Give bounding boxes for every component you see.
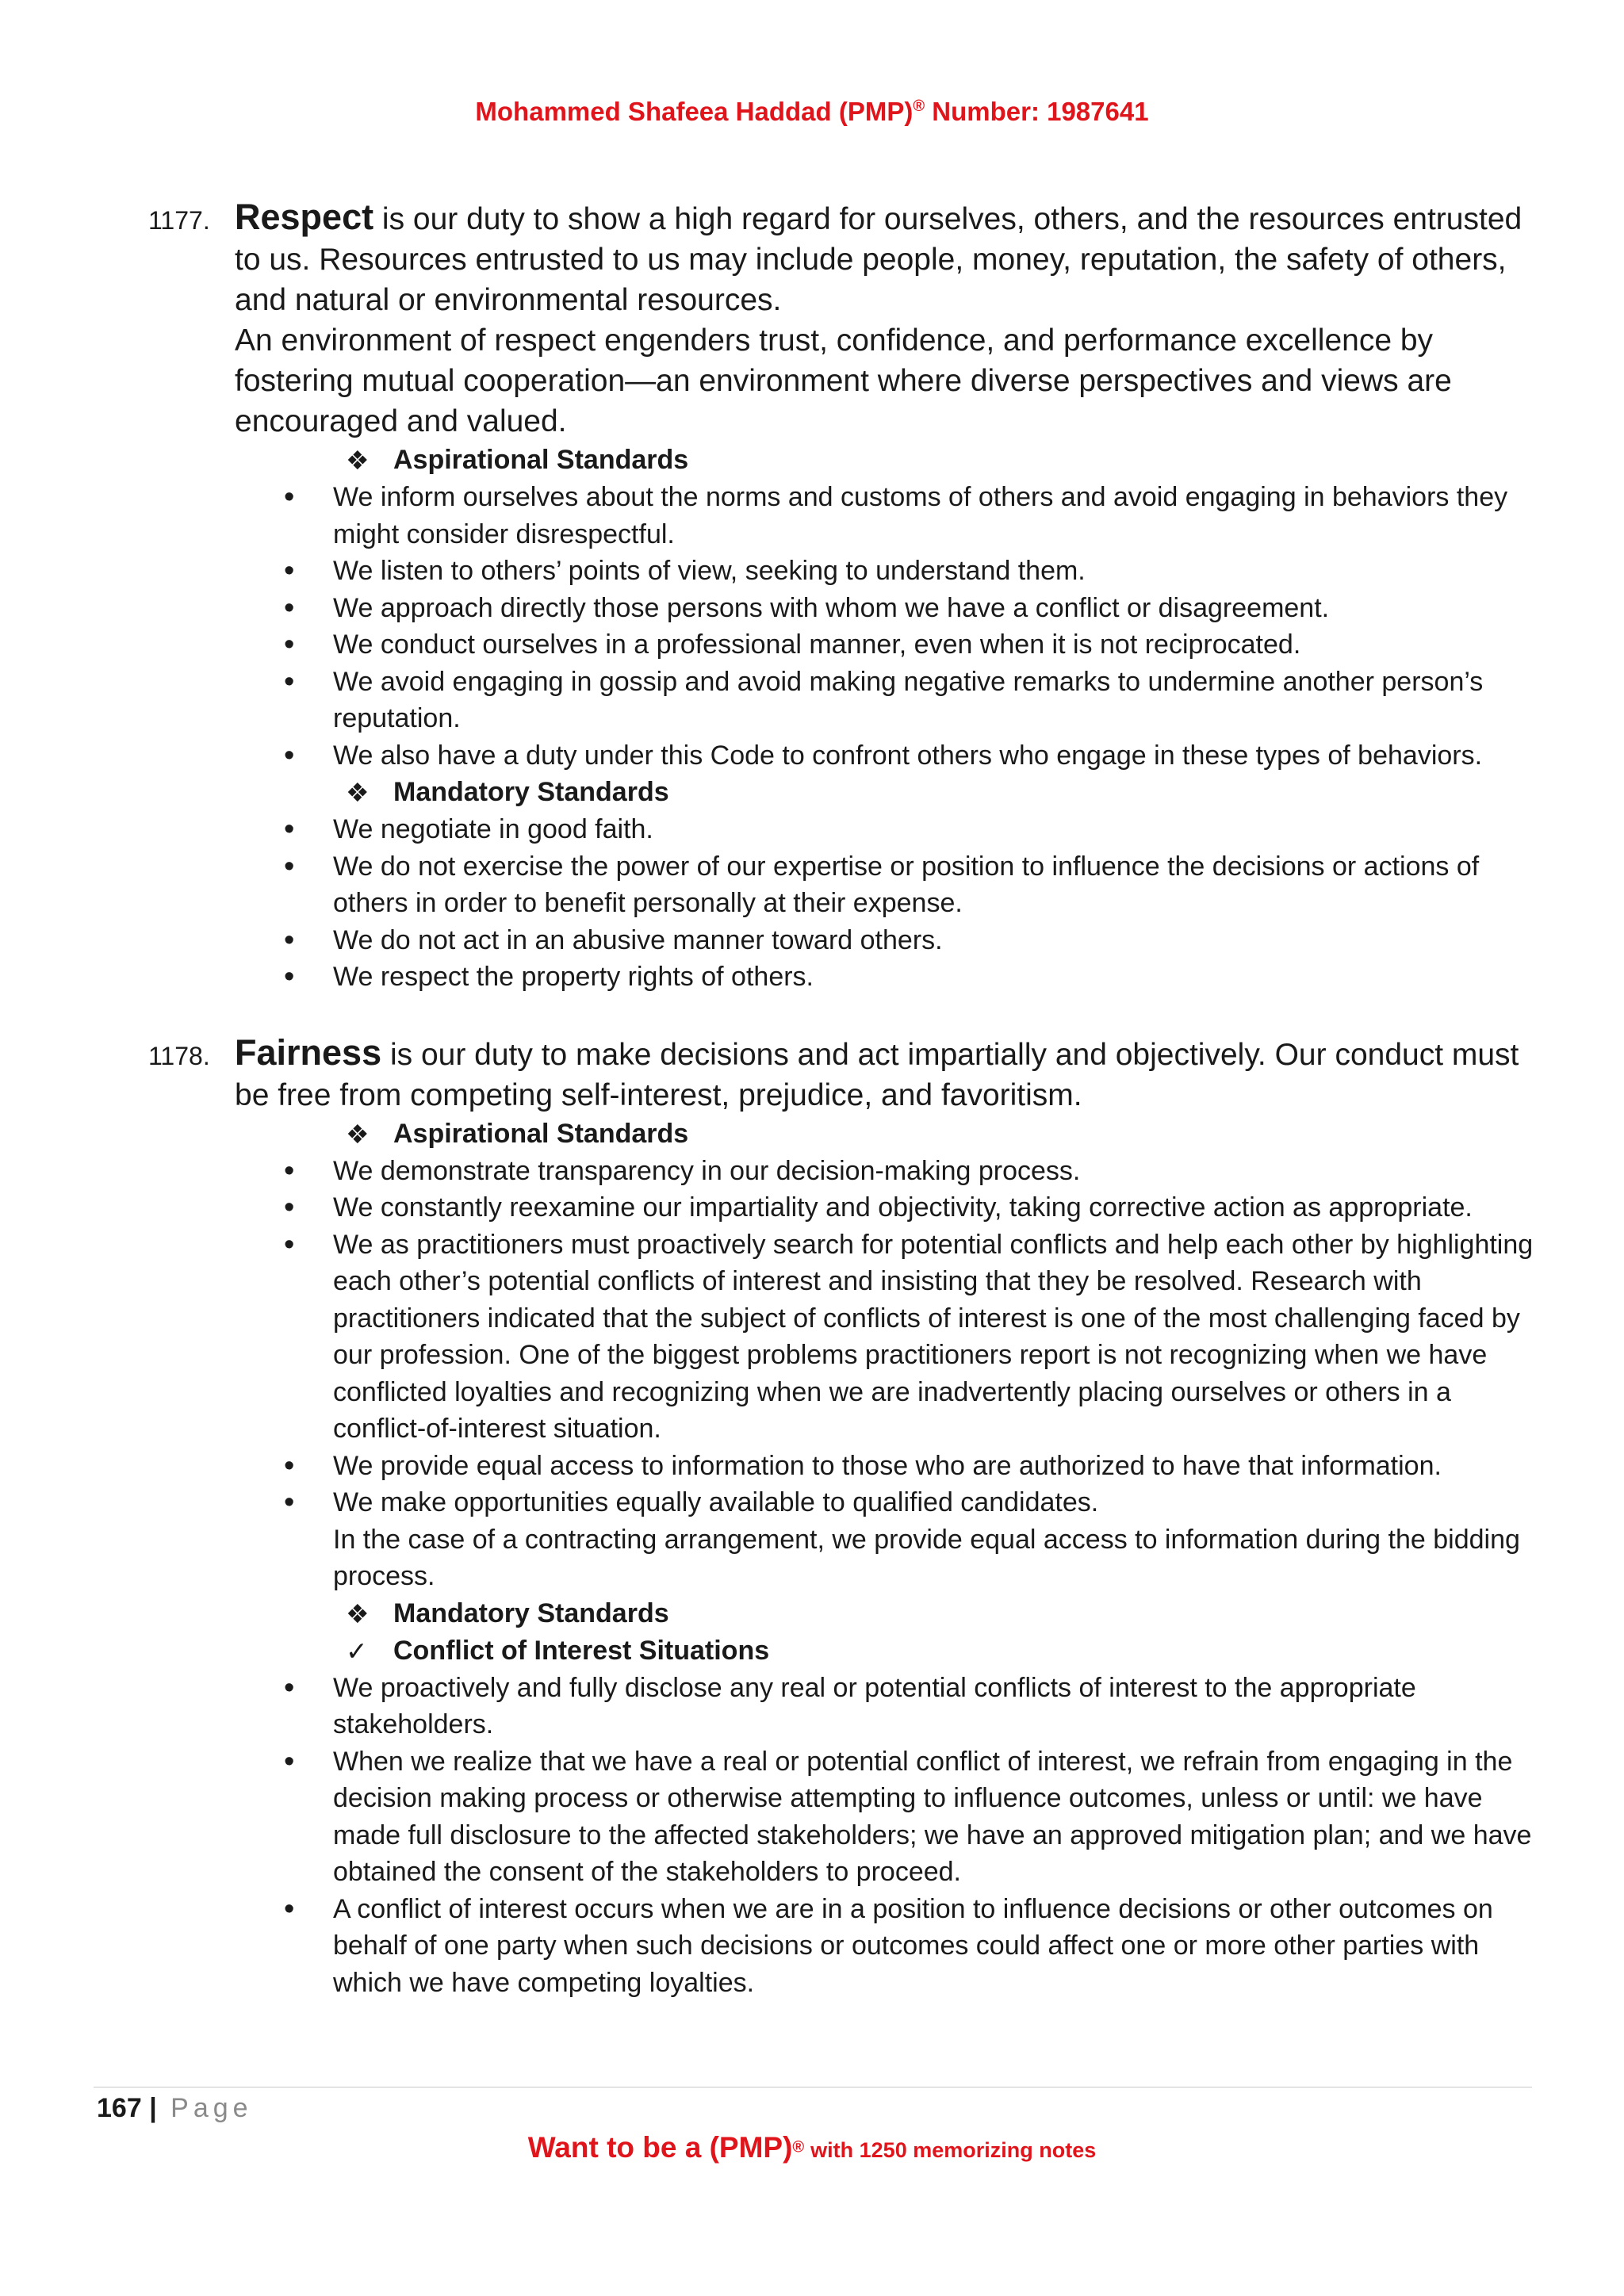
- diamond-bullet-icon: ❖: [346, 1598, 370, 1628]
- numbered-item-respect: [0, 197, 1624, 996]
- item-intro-text: is our duty to make decisions and act impartially and objectively. Our conduct must be free from competing self-interest, prejudice, and favoritism.: [235, 1037, 1519, 1112]
- section-gap: [0, 996, 1624, 1032]
- footer-tagline: [0, 2131, 1624, 2164]
- aspirational-heading: [235, 442, 1537, 479]
- list-item: • We listen to others’ points of view, seeking to understand them.: [235, 553, 1537, 590]
- item-term: Respect: [235, 197, 374, 237]
- header-title: Mohammed Shafeea Haddad (PMP): [475, 97, 914, 126]
- list-item: • We also have a duty under this Code to confront others who engage in these types of behaviors.: [235, 737, 1537, 775]
- item-intro: [235, 197, 1537, 320]
- list-item: • We negotiate in good faith.: [235, 811, 1537, 848]
- item-term: Fairness: [235, 1031, 382, 1073]
- conflict-heading-label: Conflict of Interest Situations: [393, 1635, 770, 1666]
- conflict-heading: [235, 1632, 1537, 1670]
- list-item: • We do not exercise the power of our expertise or position to influence the decisions or actions of others in order to benefit personally at their expense.: [235, 848, 1537, 922]
- diamond-bullet-icon: ❖: [346, 446, 370, 475]
- mandatory-heading: [235, 1595, 1537, 1632]
- item-intro-text: is our duty to show a high regard for ourselves, others, and the resources entrusted to us. Resources entrusted to us may include people, money, reputation, the safety of others, and natural or environmental resources.: [235, 202, 1522, 317]
- list-item: • We proactively and fully disclose any real or potential conflicts of interest to the appropriate stakeholders.: [235, 1670, 1537, 1743]
- aspirational-list: [235, 1153, 1537, 1521]
- tagline-small-text: with 1250 memorizing notes: [810, 2138, 1097, 2162]
- item-intro: [235, 1032, 1537, 1115]
- page-word: Page: [170, 2093, 253, 2123]
- list-item: • We respect the property rights of others.: [235, 959, 1537, 996]
- page-content: [0, 197, 1624, 2001]
- header-reg-mark: ®: [913, 98, 925, 115]
- page-number: [97, 2093, 253, 2124]
- page-number-separator: |: [149, 2093, 157, 2123]
- list-item: • We as practitioners must proactively search for potential conflicts and help each other by highlighting each other’s potential conflicts of interest and insisting that they be resolved. Research with practitioners indicated that the subject of conflicts of interest is one of the most challenging faced by our profession. One of the biggest problems practitioners report is not recognizing when we have conflicted loyalties and recognizing when we are inadvertently placing ourselves or others in a conflict-of-interest situation.: [235, 1226, 1537, 1448]
- tagline-reg-mark: ®: [792, 2138, 805, 2156]
- list-item: • We avoid engaging in gossip and avoid making negative remarks to undermine another person’s reputation.: [235, 664, 1537, 737]
- list-item: • A conflict of interest occurs when we are in a position to influence decisions or other outcomes on behalf of one party when such decisions or outcomes could affect one or more other parties with which we have competing loyalties.: [235, 1891, 1537, 2002]
- list-item: • When we realize that we have a real or potential conflict of interest, we refrain from engaging in the decision making process or otherwise attempting to influence outcomes, unless or until: we have made full disclosure to the affected stakeholders; we have an approved mitigation plan; and we have obtained the consent of the stakeholders to proceed.: [235, 1743, 1537, 1891]
- tagline-text: Want to be a (PMP): [527, 2131, 793, 2164]
- aspirational-list: [235, 479, 1537, 774]
- item-number: 1177.: [148, 206, 210, 235]
- list-item: • We demonstrate transparency in our decision-making process.: [235, 1153, 1537, 1190]
- diamond-bullet-icon: ❖: [346, 778, 370, 807]
- mandatory-list: [235, 1670, 1537, 2002]
- list-item: • We provide equal access to information to those who are authorized to have that information.: [235, 1448, 1537, 1485]
- page-number-value: 167: [97, 2093, 142, 2123]
- aspirational-heading-label: Aspirational Standards: [393, 1118, 689, 1149]
- aspirational-heading: [235, 1115, 1537, 1153]
- mandatory-heading-label: Mandatory Standards: [393, 777, 669, 807]
- list-item: • We make opportunities equally available to qualified candidates.: [235, 1484, 1537, 1521]
- diamond-bullet-icon: ❖: [346, 1119, 370, 1149]
- item-intro-second: An environment of respect engenders trust, confidence, and performance excellence by fostering mutual cooperation—an environment where diverse perspectives and views are encouraged and valued.: [235, 323, 1452, 438]
- aspirational-heading-label: Aspirational Standards: [393, 445, 689, 475]
- list-item: • We approach directly those persons with whom we have a conflict or disagreement.: [235, 590, 1537, 627]
- aspirational-note: In the case of a contracting arrangement, we provide equal access to information during the bidding process.: [333, 1524, 1520, 1591]
- page-header: [0, 97, 1624, 127]
- check-mark-icon: ✓: [346, 1636, 368, 1666]
- header-number: Number: 1987641: [925, 97, 1149, 126]
- list-item: • We do not act in an abusive manner toward others.: [235, 922, 1537, 959]
- item-number: 1178.: [148, 1041, 210, 1070]
- list-item: • We constantly reexamine our impartiality and objectivity, taking corrective action as appropriate.: [235, 1189, 1537, 1226]
- list-item: • We inform ourselves about the norms and customs of others and avoid engaging in behaviors they might consider disrespectful.: [235, 479, 1537, 553]
- list-item: • We conduct ourselves in a professional manner, even when it is not reciprocated.: [235, 626, 1537, 664]
- numbered-item-fairness: [0, 1032, 1624, 2002]
- mandatory-heading-label: Mandatory Standards: [393, 1598, 669, 1628]
- mandatory-list: [235, 811, 1537, 996]
- mandatory-heading: [235, 774, 1537, 811]
